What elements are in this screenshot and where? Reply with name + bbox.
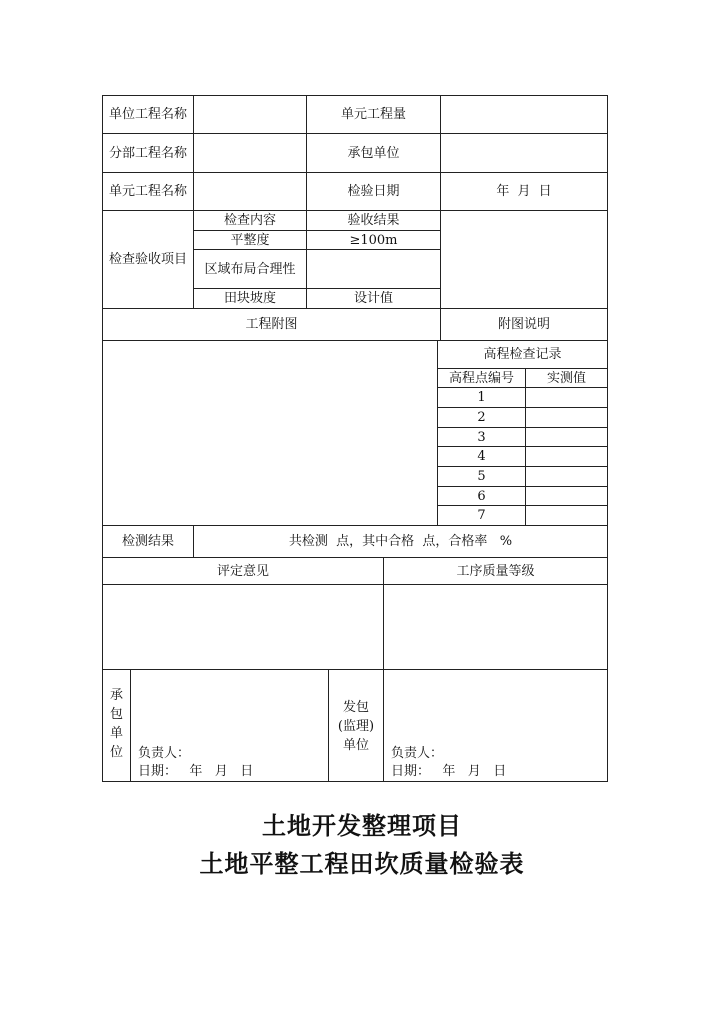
unit-project-name-label: 单位工程名称 (108, 107, 187, 122)
evaluation-opinion-area[interactable] (103, 585, 383, 669)
inspection-date-label: 检验日期 (347, 184, 400, 199)
measured-value-cell[interactable] (526, 506, 607, 525)
elevation-record-title: 高程检查记录 (483, 347, 562, 362)
measured-value-cell[interactable] (526, 467, 607, 486)
element-project-name-label: 单元工程名称 (108, 184, 187, 199)
elevation-point-no: 4 (477, 449, 486, 464)
item-flatness-result[interactable]: ≥100m (349, 232, 398, 248)
contractor-label: 承包单位 (347, 145, 400, 161)
contractor-value[interactable] (441, 134, 607, 172)
item-flatness-label: 平整度 (230, 232, 270, 248)
inspection-section-label: 检查验收项目 (109, 252, 188, 267)
evaluation-opinion-label: 评定意见 (216, 563, 269, 579)
drawing-note-label: 附图说明 (497, 317, 550, 332)
elevation-point-no: 1 (477, 390, 486, 405)
project-drawing-label: 工程附图 (245, 317, 298, 332)
elevation-point-no: 7 (477, 508, 486, 523)
item-slope-label: 田块坡度 (223, 291, 276, 306)
quality-grade-area[interactable] (384, 585, 607, 669)
col-measured-value: 实测值 (546, 370, 586, 386)
col-elevation-point-no: 高程点编号 (448, 370, 514, 386)
measured-value-cell[interactable] (526, 408, 607, 427)
contractor-date-label: 日期： 年 月 日 (138, 764, 254, 779)
project-drawing-area[interactable] (103, 341, 437, 525)
unit-quantity-value[interactable] (441, 96, 607, 133)
elevation-point-no: 3 (477, 429, 486, 445)
measured-value-cell[interactable] (526, 428, 607, 446)
employer-responsible-label: 负责人： (391, 746, 444, 761)
measured-value-cell[interactable] (526, 487, 607, 505)
measured-value-cell[interactable] (526, 388, 607, 407)
item-slope-result[interactable]: 设计值 (353, 291, 393, 306)
unit-quantity-label: 单元工程量 (340, 107, 406, 122)
elevation-point-no: 2 (477, 410, 486, 425)
contractor-responsible-label: 负责人： (138, 746, 191, 761)
col-acceptance-result: 验收结果 (347, 213, 400, 228)
division-project-name-label: 分部工程名称 (108, 145, 187, 161)
inspection-remarks-cell[interactable] (441, 211, 607, 308)
unit-project-name-value[interactable] (194, 96, 306, 133)
quality-grade-label: 工序质量等级 (456, 563, 535, 579)
inspection-date-value[interactable]: 年 月 日 (496, 184, 552, 199)
item-layout-label: 区域布局合理性 (204, 261, 296, 277)
contractor-unit-label: 承 包 单 位 (109, 688, 123, 760)
division-project-name-value[interactable] (194, 134, 306, 172)
test-result-text[interactable]: 共检测 点，其中合格 点，合格率 % (288, 534, 513, 549)
employer-date-label: 日期： 年 月 日 (391, 764, 507, 779)
measured-value-cell[interactable] (526, 447, 607, 466)
elevation-point-no: 5 (477, 469, 486, 484)
col-inspection-content: 检查内容 (223, 213, 276, 228)
elevation-point-no: 6 (477, 488, 486, 504)
document-title-line2: 土地平整工程田坎质量检验表 (199, 849, 525, 878)
document-title-line1: 土地开发整理项目 (262, 811, 462, 840)
employer-signature-area[interactable] (384, 670, 607, 781)
test-result-label: 检测结果 (121, 534, 174, 549)
contractor-signature-area[interactable] (131, 670, 328, 781)
element-project-name-value[interactable] (194, 173, 306, 210)
employer-unit-label: 发包 (监理) 单位 (337, 700, 375, 753)
item-layout-result[interactable] (307, 250, 440, 288)
